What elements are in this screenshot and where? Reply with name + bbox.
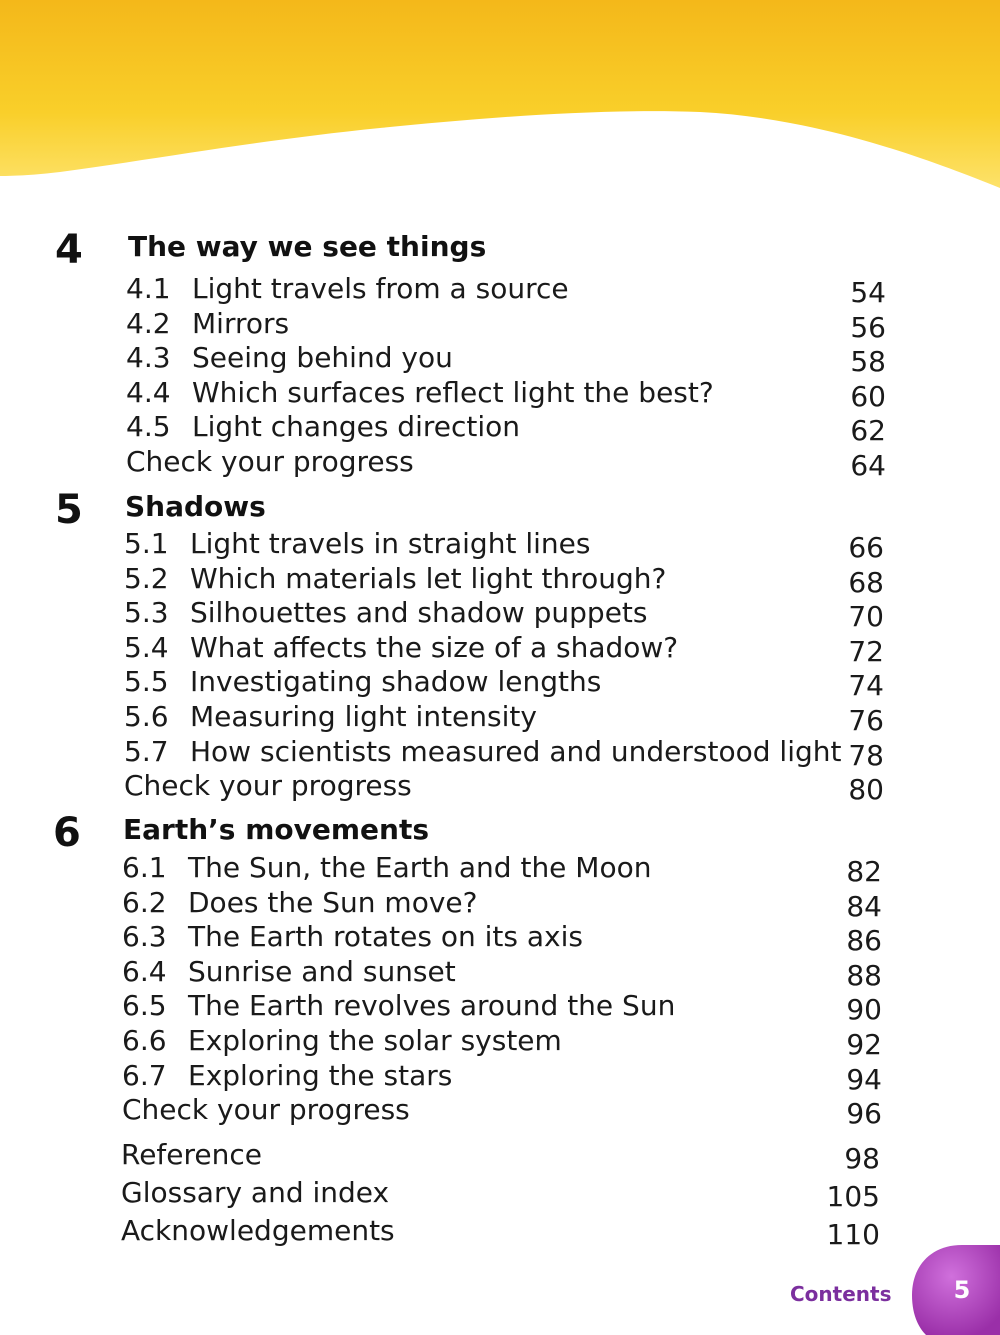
toc-entry-page: 56 bbox=[850, 310, 886, 344]
chapter-number: 5 bbox=[55, 487, 83, 533]
toc-entry[interactable] bbox=[122, 920, 882, 958]
chapter-number: 4 bbox=[55, 227, 83, 273]
toc-entry-number: 5.7 bbox=[124, 734, 169, 768]
toc-entry-title: Seeing behind you bbox=[192, 341, 453, 375]
toc-entry-page: 66 bbox=[848, 531, 884, 564]
toc-entry[interactable] bbox=[122, 989, 882, 1027]
toc-entry-title: The Earth rotates on its axis bbox=[188, 920, 583, 954]
footer-section-label: Contents bbox=[790, 1282, 892, 1306]
toc-entry[interactable] bbox=[126, 410, 886, 448]
toc-entry[interactable] bbox=[124, 734, 884, 772]
toc-entry-title: Mirrors bbox=[192, 306, 290, 340]
toc-entry[interactable] bbox=[121, 1214, 880, 1251]
toc-entry-page: 80 bbox=[848, 773, 884, 807]
toc-entry-title: Measuring light intensity bbox=[190, 700, 537, 733]
toc-entry-page: 94 bbox=[846, 1062, 882, 1096]
toc-entry-title: Exploring the stars bbox=[188, 1058, 453, 1092]
toc-entry-number: 5.6 bbox=[124, 700, 169, 733]
chapter-title[interactable]: The way we see things bbox=[128, 230, 487, 263]
toc-entry-page: 54 bbox=[850, 276, 886, 309]
toc-entry[interactable] bbox=[126, 306, 886, 344]
toc-entry-title: Investigating shadow lengths bbox=[190, 665, 602, 699]
toc-entry-page: 84 bbox=[846, 889, 882, 923]
toc-entry-title: Check your progress bbox=[124, 769, 412, 803]
toc-entry-title: Light travels in straight lines bbox=[190, 527, 591, 560]
chapter-title[interactable]: Shadows bbox=[125, 490, 266, 523]
toc-entry[interactable] bbox=[126, 375, 886, 413]
toc-entry[interactable] bbox=[124, 769, 884, 807]
toc-entry-page: 96 bbox=[846, 1097, 882, 1131]
toc-entry-page: 68 bbox=[848, 565, 884, 599]
toc-entry-number: 4.2 bbox=[126, 306, 171, 340]
toc-entry[interactable] bbox=[122, 1058, 882, 1096]
toc-entry-title: Check your progress bbox=[126, 445, 414, 478]
chapter-number: 6 bbox=[53, 810, 81, 856]
toc-entry-page: 62 bbox=[850, 414, 886, 448]
toc-entry-number: 4.4 bbox=[126, 375, 171, 409]
toc-entry-number: 6.6 bbox=[122, 1024, 167, 1057]
toc-entry[interactable] bbox=[124, 630, 884, 668]
toc-entry-title: Reference bbox=[121, 1138, 262, 1171]
toc-entry[interactable] bbox=[121, 1138, 880, 1175]
toc-entry-title: Exploring the solar system bbox=[188, 1024, 562, 1057]
toc-entry-title: Which materials let light through? bbox=[190, 561, 667, 595]
toc-entry[interactable] bbox=[122, 954, 882, 992]
toc-entry-title: Check your progress bbox=[122, 1093, 410, 1127]
toc-entry-title: Light travels from a source bbox=[192, 272, 569, 305]
toc-entry-page: 98 bbox=[844, 1142, 880, 1175]
toc-entry[interactable] bbox=[121, 1176, 880, 1213]
toc-entry[interactable] bbox=[124, 700, 884, 737]
toc-entry-page: 74 bbox=[848, 669, 884, 703]
toc-entry-number: 5.3 bbox=[124, 596, 169, 630]
toc-entry[interactable] bbox=[126, 445, 886, 482]
toc-entry-number: 4.1 bbox=[126, 272, 171, 305]
toc-entry-title: Silhouettes and shadow puppets bbox=[190, 596, 648, 630]
toc-entry-number: 4.5 bbox=[126, 410, 171, 444]
toc-entry[interactable] bbox=[124, 596, 884, 634]
toc-entry-page: 110 bbox=[826, 1218, 880, 1251]
toc-entry-number: 6.1 bbox=[122, 851, 167, 884]
toc-entry-number: 5.4 bbox=[124, 630, 169, 664]
toc-entry[interactable] bbox=[122, 851, 882, 888]
toc-entry-title: The Earth revolves around the Sun bbox=[188, 989, 676, 1023]
toc-entry[interactable] bbox=[124, 561, 884, 599]
toc-entry-page: 60 bbox=[850, 379, 886, 413]
toc-entry-page: 88 bbox=[846, 958, 882, 992]
toc-entry-page: 76 bbox=[848, 704, 884, 737]
toc-entry-page: 72 bbox=[848, 634, 884, 668]
toc-entry[interactable] bbox=[122, 885, 882, 923]
toc-entry-page: 58 bbox=[850, 345, 886, 379]
toc-entry-title: Light changes direction bbox=[192, 410, 521, 444]
toc-entry-number: 5.1 bbox=[124, 527, 169, 560]
toc-entry-number: 5.2 bbox=[124, 561, 169, 595]
toc-entry-page: 105 bbox=[826, 1180, 880, 1213]
page-number: 5 bbox=[953, 1276, 971, 1304]
toc-entry-number: 6.4 bbox=[122, 954, 167, 988]
toc-entry-title: Does the Sun move? bbox=[188, 885, 478, 919]
toc-entry[interactable] bbox=[124, 527, 884, 564]
toc-entry-number: 5.5 bbox=[124, 665, 169, 699]
toc-entry-title: Sunrise and sunset bbox=[188, 954, 456, 988]
toc-entry-title: Acknowledgements bbox=[121, 1214, 395, 1247]
toc-entry-title: The Sun, the Earth and the Moon bbox=[188, 851, 652, 884]
toc-entry-page: 78 bbox=[848, 738, 884, 772]
chapter-title[interactable]: Earth’s movements bbox=[123, 813, 430, 846]
toc-entry[interactable] bbox=[126, 341, 886, 379]
toc-entry-number: 4.3 bbox=[126, 341, 171, 375]
toc-entry-page: 70 bbox=[848, 600, 884, 634]
toc-entry-page: 86 bbox=[846, 924, 882, 958]
toc-entry[interactable] bbox=[124, 665, 884, 703]
toc-entry-page: 92 bbox=[846, 1028, 882, 1061]
toc-entry[interactable] bbox=[126, 272, 886, 309]
toc-entry-page: 64 bbox=[850, 449, 886, 482]
toc-entry-page: 90 bbox=[846, 993, 882, 1027]
toc-entry-page: 82 bbox=[846, 855, 882, 888]
toc-entry-title: What affects the size of a shadow? bbox=[190, 630, 679, 664]
toc-entry[interactable] bbox=[122, 1093, 882, 1131]
toc-entry-title: How scientists measured and understood light bbox=[190, 734, 842, 768]
toc-entry[interactable] bbox=[122, 1024, 882, 1061]
header-banner bbox=[0, 0, 1000, 200]
toc-entry-number: 6.5 bbox=[122, 989, 167, 1023]
toc-entry-title: Which surfaces reflect light the best? bbox=[192, 375, 714, 409]
toc-entry-title: Glossary and index bbox=[121, 1176, 390, 1209]
toc-entry-number: 6.7 bbox=[122, 1058, 167, 1092]
toc-entry-number: 6.3 bbox=[122, 920, 167, 954]
toc-entry-number: 6.2 bbox=[122, 885, 167, 919]
